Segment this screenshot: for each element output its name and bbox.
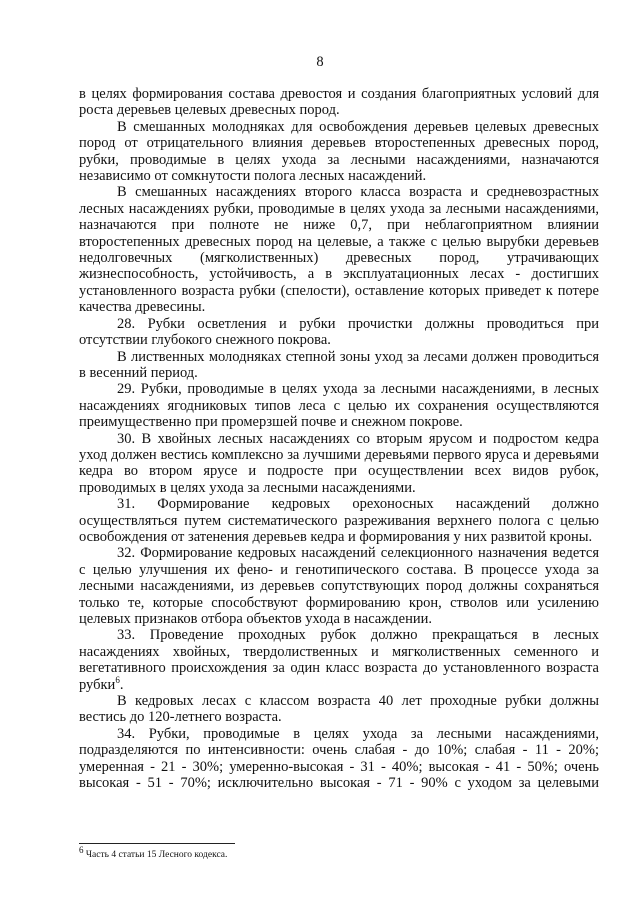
paragraph: В кедровых лесах с классом возраста 40 лет проходные рубки должны вестись до 120-летнего возраста. — [79, 693, 599, 726]
paragraph: В лиственных молодняках степной зоны уход за лесами должен проводиться в весенний период. — [79, 348, 599, 381]
paragraph: 31. Формирование кедровых орехоносных насаждений должно осуществляться путем систематического разреживания верхнего полога с целью освобождения от затенения деревьев кедра и формирования у них развитой кроны. — [79, 496, 599, 545]
footnote-text: Часть 4 статьи 15 Лесного кодекса. — [83, 850, 228, 861]
paragraph-text: 33. Проведение проходных рубок должно прекращаться в лесных насаждениях хвойных, твердолиственных и мягколиственных семенного и вегетативного происхождения за один класс возраста до установленного возраста рубки — [79, 627, 599, 693]
footnote-separator — [79, 843, 235, 844]
paragraph — [79, 627, 599, 693]
paragraph: 32. Формирование кедровых насаждений селекционного назначения ведется с целью улучшения их фено- и генотипического состава. В процессе ухода за лесными насаждениями, из деревьев сопутствующих пород должны сохраняться только те, которые способствуют формированию крон, стволов или усилению целевых признаков отбора объектов ухода в насаждении. — [79, 545, 599, 627]
paragraph: В смешанных молодняках для освобождения деревьев целевых древесных пород от отрицательного влияния деревьев второстепенных древесных пород, рубки, проводимые в целях ухода за лесными насаждениями, назначаются независимо от сомкнутости полога лесных насаждений. — [79, 118, 599, 185]
page-number: 8 — [316, 54, 324, 70]
paragraph: 30. В хвойных лесных насаждениях со вторым ярусом и подростом кедра уход должен вестись комплексно за лучшими деревьями первого яруса и деревьями кедра во втором ярусе и подросте при осуществлении всех видов рубок, проводимых в целях ухода за лесными насаждениями. — [79, 430, 599, 496]
document-body — [79, 86, 599, 791]
paragraph: В смешанных насаждениях второго класса возраста и средневозрастных лесных насаждениях рубки, проводимые в целях ухода за лесными насаждениями, назначаются при полноте не ниже 0,7, при неблагоприятном влиянии второстепенных древесных пород на целевые, а также с целью вырубки деревьев недолговечных (мягколиственных) древесных пород, утрачивающих жизнеспособность, устойчивость, а в эксплуатационных лесах - достигших установленного возраста рубки (спелости), оставление которых приведет к потере качества древесины. — [79, 184, 599, 316]
paragraph-text-end: . — [119, 676, 124, 693]
footnote-mark: 6 — [79, 845, 84, 855]
paragraph: 29. Рубки, проводимые в целях ухода за лесными насаждениями, в лесных насаждениях ягодниковых типов леса с целью их сохранения осуществляются преимущественно при промерзшей почве и снежном покрове. — [79, 381, 599, 431]
footnote-reference[interactable]: 6 — [115, 674, 120, 685]
paragraph: 34. Рубки, проводимые в целях ухода за лесными насаждениями, подразделяются по интенсивности: очень слабая - до 10%; слабая - 11 - 20%; умеренная - 21 - 30%; умеренно-высокая - 31 - 40%; высокая - 41 - 50%; очень высокая - 51 - 70%; исключительно высокая - 71 - 90% с уходом за целевыми — [79, 725, 599, 792]
paragraph: в целях формирования состава древостоя и создания благоприятных условий для роста деревьев целевых древесных пород. — [79, 86, 599, 119]
footnote — [79, 845, 228, 861]
paragraph: 28. Рубки осветления и рубки прочистки должны проводиться при отсутствии глубокого снежного покрова. — [79, 315, 599, 349]
